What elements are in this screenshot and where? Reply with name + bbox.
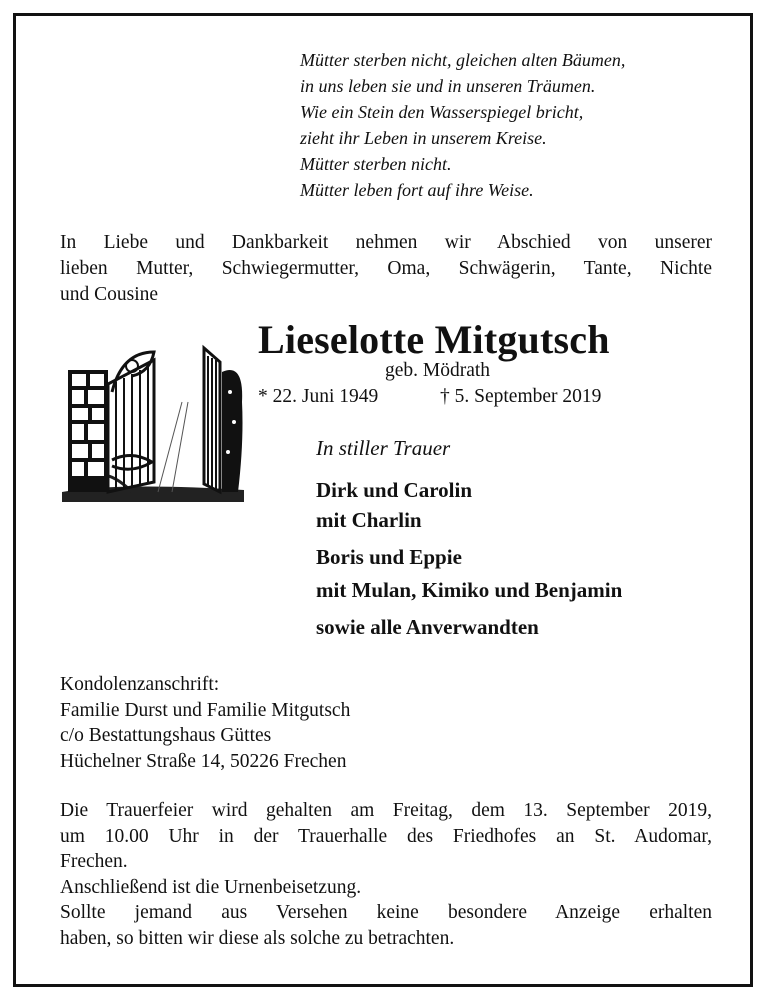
info-line: Anschließend ist die Urnenbeisetzung. xyxy=(60,876,362,898)
mourner-line: Dirk und Carolin xyxy=(316,478,472,502)
poem xyxy=(300,47,625,203)
poem-line: in uns leben sie und in unseren Träumen. xyxy=(300,76,596,96)
info-line: um 10.00 Uhr in der Trauerhalle des Friedhofes an St. Audomar, xyxy=(60,825,712,847)
poem-line: Mütter sterben nicht, gleichen alten Bäumen, xyxy=(300,50,626,70)
poem-line: zieht ihr Leben in unserem Kreise. xyxy=(300,128,547,148)
deceased-name: Lieselotte Mitgutsch xyxy=(258,317,610,362)
intro-text xyxy=(60,230,712,308)
maiden-name: geb. Mödrath xyxy=(385,360,491,381)
info-line: Die Trauerfeier wird gehalten am Freitag, dem 13. September 2019, xyxy=(60,800,712,821)
mourner-line: mit Charlin xyxy=(316,508,422,532)
poem-line: Wie ein Stein den Wasserspiegel bricht, xyxy=(300,102,584,122)
mourner-line: sowie alle Anverwandten xyxy=(316,615,539,639)
garden-gate-illustration xyxy=(62,342,244,502)
poem-line: Mütter leben fort auf ihre Weise. xyxy=(300,180,534,200)
mourner-line: Boris und Eppie xyxy=(316,545,462,569)
death-date: † 5. September 2019 xyxy=(440,386,602,407)
condolence-address xyxy=(60,672,350,774)
intro-line: In Liebe und Dankbarkeit nehmen wir Abschied von unserer xyxy=(60,232,712,253)
mourning-heading: In stiller Trauer xyxy=(316,436,451,460)
address-line: Hüchelner Straße 14, 50226 Frechen xyxy=(60,750,347,772)
info-line: Frechen. xyxy=(60,851,128,872)
address-line: c/o Bestattungshaus Güttes xyxy=(60,725,272,746)
mourner-line: mit Mulan, Kimiko und Benjamin xyxy=(316,578,623,602)
info-line: Sollte jemand aus Versehen keine besondere Anzeige erhalten xyxy=(60,902,712,923)
address-line: Familie Durst und Familie Mitgutsch xyxy=(60,699,351,721)
intro-line: und Cousine xyxy=(60,284,159,305)
intro-line: lieben Mutter, Schwiegermutter, Oma, Schwägerin, Tante, Nichte xyxy=(60,258,712,279)
poem-line: Mütter sterben nicht. xyxy=(300,154,452,174)
info-line: haben, so bitten wir diese als solche zu betrachten. xyxy=(60,927,455,949)
address-line: Kondolenzanschrift: xyxy=(60,674,220,695)
birth-date: * 22. Juni 1949 xyxy=(258,386,379,407)
funeral-info xyxy=(60,798,712,951)
